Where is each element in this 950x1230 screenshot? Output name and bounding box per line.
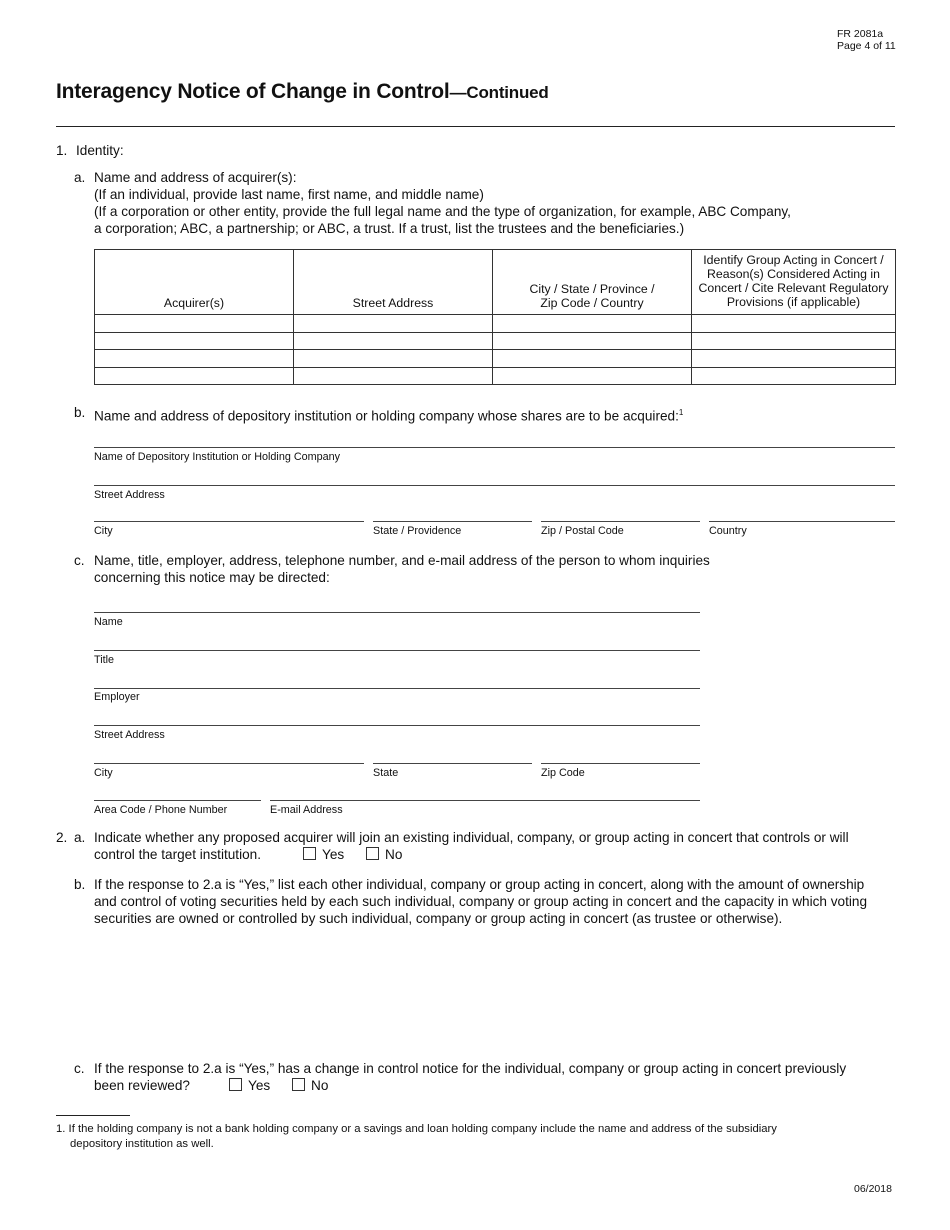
footnote-ref: 1 [678, 408, 684, 417]
institution-state-label: State / Providence [373, 525, 462, 537]
contact-phone-input[interactable] [94, 787, 261, 800]
contact-state-input[interactable] [373, 750, 532, 763]
q1c-line1: Name, title, employer, address, telephone number, and e-mail address of the person to whom inquiries [94, 553, 710, 568]
q2a-no-label: No [385, 847, 403, 862]
q2a-line2: control the target institution. [94, 847, 261, 862]
q2c-yes-checkbox[interactable] [229, 1078, 242, 1091]
table-cell[interactable] [692, 367, 896, 385]
title-rule [56, 126, 895, 127]
column-header-street-address: Street Address [294, 250, 493, 315]
table-row [95, 332, 896, 350]
q2a-no-checkbox[interactable] [366, 847, 379, 860]
table-cell[interactable] [95, 350, 294, 368]
contact-email-label: E-mail Address [270, 804, 343, 816]
table-row [95, 315, 896, 333]
page-title-main: Interagency Notice of Change in Control [56, 80, 450, 103]
q1a-letter: a. [74, 170, 86, 185]
q2c-letter: c. [74, 1061, 85, 1076]
institution-name-input[interactable] [94, 434, 895, 447]
contact-name-label: Name [94, 616, 123, 628]
q2c-line1: If the response to 2.a is “Yes,” has a change in control notice for the individual, company or group acting in concert previously [94, 1061, 847, 1076]
institution-name-label: Name of Depository Institution or Holding Company [94, 451, 341, 463]
q1b-text-body: Name and address of depository institution or holding company whose shares are to be acquired: [94, 408, 679, 424]
table-cell[interactable] [294, 315, 493, 333]
table-cell[interactable] [692, 332, 896, 350]
q2a-yes-option[interactable] [303, 846, 344, 863]
q2b-line3: securities are owned or controlled by such individual, company or group acting in concert (as trustee or otherwise). [94, 911, 783, 926]
contact-phone-line [94, 800, 261, 801]
q1a-line4: a corporation; ABC, a partnership; or ABC, a trust. If a trust, list the trustees and the beneficiaries.) [94, 221, 685, 236]
table-cell[interactable] [95, 332, 294, 350]
contact-employer-input[interactable] [94, 675, 700, 688]
table-row [95, 350, 896, 368]
table-row [95, 367, 896, 385]
q1b-text [94, 404, 683, 425]
institution-street-input[interactable] [94, 472, 895, 485]
contact-state-label: State [373, 767, 399, 779]
contact-street-input[interactable] [94, 712, 700, 725]
q2b-line2: and control of voting securities held by each such individual, company or group acting in concert and the capacity in which voting [94, 894, 868, 909]
institution-state-input[interactable] [373, 508, 532, 521]
table-cell[interactable] [692, 350, 896, 368]
contact-city-input[interactable] [94, 750, 364, 763]
q2-number: 2. [56, 830, 68, 845]
q2b-letter: b. [74, 877, 86, 892]
q2c-no-option[interactable] [292, 1077, 328, 1094]
contact-title-label: Title [94, 654, 114, 666]
q1-label: Identity: [76, 143, 124, 158]
contact-city-line [94, 763, 364, 764]
institution-street-line [94, 485, 895, 486]
footnote-rule [56, 1115, 130, 1116]
q2c-yes-option[interactable] [229, 1077, 270, 1094]
q2c-no-checkbox[interactable] [292, 1078, 305, 1091]
table-cell[interactable] [294, 332, 493, 350]
table-cell[interactable] [493, 332, 692, 350]
contact-zip-line [541, 763, 700, 764]
institution-city-line [94, 521, 364, 522]
q2c-line2: been reviewed? [94, 1078, 190, 1093]
institution-city-label: City [94, 525, 113, 537]
q1c-line2: concerning this notice may be directed: [94, 570, 330, 585]
q2a-no-option[interactable] [366, 846, 402, 863]
q2a-yes-checkbox[interactable] [303, 847, 316, 860]
acquirer-table-header [95, 250, 896, 315]
contact-email-line [270, 800, 700, 801]
table-cell[interactable] [493, 350, 692, 368]
column-header-group-acting: Identify Group Acting in Concert / Reason(s) Considered Acting in Concert / Cite Relevant Regulatory Provisions (if applicable) [692, 250, 896, 315]
footnote-line1: 1. If the holding company is not a bank holding company or a savings and loan holding company include the name and address of the subsidiary [56, 1123, 777, 1135]
institution-zip-input[interactable] [541, 508, 700, 521]
institution-zip-line [541, 521, 700, 522]
q1b-letter: b. [74, 405, 86, 420]
institution-country-label: Country [709, 525, 747, 537]
contact-name-line [94, 612, 700, 613]
table-cell[interactable] [692, 315, 896, 333]
page-title-suffix: —Continued [449, 83, 549, 102]
column-header-acquirer: Acquirer(s) [95, 250, 294, 315]
q2a-letter: a. [74, 830, 86, 845]
q2a-line1: Indicate whether any proposed acquirer will join an existing individual, company, or group acting in concert that controls or will [94, 830, 849, 845]
table-cell[interactable] [493, 315, 692, 333]
institution-country-input[interactable] [709, 508, 895, 521]
table-cell[interactable] [493, 367, 692, 385]
institution-city-input[interactable] [94, 508, 364, 521]
contact-city-label: City [94, 767, 113, 779]
column-header-city-state: City / State / Province / Zip Code / Country [493, 250, 692, 315]
contact-zip-label: Zip Code [541, 767, 585, 779]
institution-state-line [373, 521, 532, 522]
contact-name-input[interactable] [94, 599, 700, 612]
q1a-line3: (If a corporation or other entity, provide the full legal name and the type of organization, for example, ABC Company, [94, 204, 791, 219]
contact-state-line [373, 763, 532, 764]
q2c-no-label: No [311, 1078, 329, 1093]
contact-employer-label: Employer [94, 691, 140, 703]
table-cell[interactable] [294, 350, 493, 368]
footnote-line2: depository institution as well. [70, 1138, 214, 1150]
q1-number: 1. [56, 143, 68, 158]
institution-name-line [94, 447, 895, 448]
table-cell[interactable] [294, 367, 493, 385]
q2b-line1: If the response to 2.a is “Yes,” list each other individual, company or group acting in concert, along with the amount of ownership [94, 877, 865, 892]
table-cell[interactable] [95, 367, 294, 385]
q1a-line1: Name and address of acquirer(s): [94, 170, 297, 185]
contact-employer-line [94, 688, 700, 689]
q1a-line2: (If an individual, provide last name, first name, and middle name) [94, 187, 484, 202]
form-number: FR 2081a [837, 28, 884, 40]
q2a-yes-label: Yes [322, 847, 345, 862]
revision-date: 06/2018 [854, 1183, 892, 1195]
contact-email-input[interactable] [270, 787, 700, 800]
contact-title-line [94, 650, 700, 651]
page-number: Page 4 of 11 [837, 40, 896, 52]
acquirer-table [94, 249, 896, 385]
contact-zip-input[interactable] [541, 750, 700, 763]
contact-title-input[interactable] [94, 637, 700, 650]
q2c-yes-label: Yes [248, 1078, 271, 1093]
q1c-letter: c. [74, 553, 85, 568]
institution-street-label: Street Address [94, 489, 165, 501]
contact-street-label: Street Address [94, 729, 165, 741]
contact-street-line [94, 725, 700, 726]
contact-phone-label: Area Code / Phone Number [94, 804, 228, 816]
page-title [56, 80, 549, 104]
institution-zip-label: Zip / Postal Code [541, 525, 624, 537]
institution-country-line [709, 521, 895, 522]
table-cell[interactable] [95, 315, 294, 333]
